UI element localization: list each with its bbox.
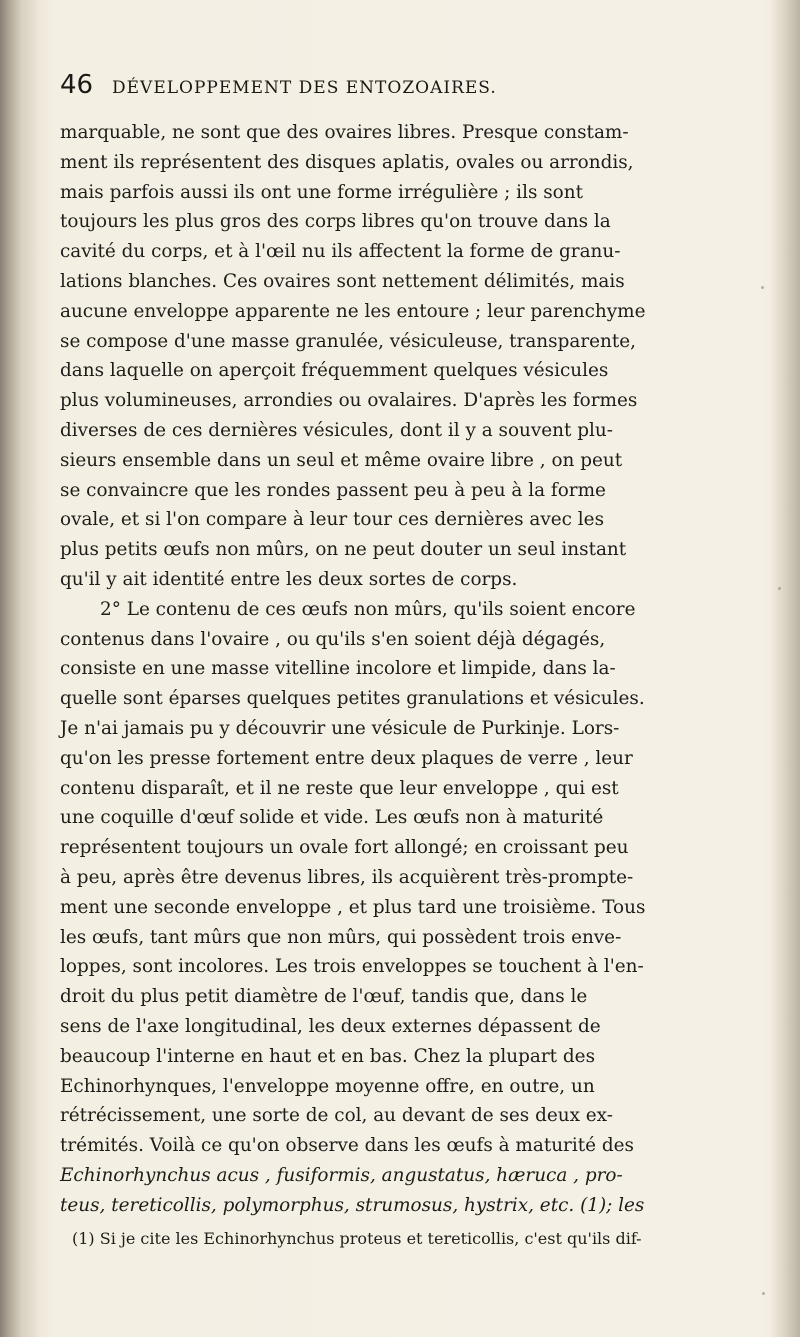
text-line: 2° Le contenu de ces œufs non mûrs, qu'ils soient encore	[100, 598, 636, 620]
text-line: beaucoup l'interne en haut et en bas. Chez la plupart des	[60, 1045, 596, 1067]
text-line: diverses de ces dernières vésicules, dont il y a souvent plu-	[60, 419, 613, 441]
text-line: sieurs ensemble dans un seul et même ovaire libre , on peut	[60, 449, 623, 471]
text-line: plus petits œufs non mûrs, on ne peut douter un seul instant	[60, 539, 627, 561]
text-line: ment ils représentent des disques aplatis, ovales ou arrondis,	[60, 151, 634, 173]
footnote: (1) Si je cite les Echinorhynchus proteus et tereticollis, c'est qu'ils dif-	[72, 1229, 642, 1249]
text-line: une coquille d'œuf solide et vide. Les œufs non à maturité	[60, 807, 604, 829]
text-line: teus, tereticollis, polymorphus, strumosus, hystrix, etc. (1); les	[60, 1194, 645, 1216]
text-line: se compose d'une masse granulée, vésiculeuse, transparente,	[60, 330, 636, 352]
text-line: lations blanches. Ces ovaires sont nettement délimités, mais	[60, 270, 625, 292]
text-line: toujours les plus gros des corps libres qu'on trouve dans la	[60, 211, 611, 233]
text-line: cavité du corps, et à l'œil nu ils affectent la forme de granu-	[60, 241, 621, 263]
text-line: les œufs, tant mûrs que non mûrs, qui possèdent trois enve-	[60, 926, 622, 948]
text-line: mais parfois aussi ils ont une forme irrégulière ; ils sont	[60, 181, 583, 203]
text-line: se convaincre que les rondes passent peu à peu à la forme	[60, 479, 606, 501]
binding-shadow	[0, 0, 40, 1337]
paper-speck	[778, 587, 781, 590]
text-line: ovale, et si l'on compare à leur tour ces dernières avec les	[60, 509, 605, 531]
text-line: Je n'ai jamais pu y découvrir une vésicule de Purkinje. Lors-	[60, 717, 620, 739]
text-line: représentent toujours un ovale fort allongé; en croissant peu	[60, 837, 629, 859]
text-line: loppes, sont incolores. Les trois enveloppes se touchent à l'en-	[60, 956, 644, 978]
page-content	[60, 70, 750, 1250]
text-line: ment une seconde enveloppe , et plus tard une troisième. Tous	[60, 896, 646, 918]
text-line: droit du plus petit diamètre de l'œuf, tandis que, dans le	[60, 986, 588, 1008]
text-line: qu'il y ait identité entre les deux sortes de corps.	[60, 568, 518, 590]
text-line: plus volumineuses, arrondies ou ovalaires. D'après les formes	[60, 390, 638, 412]
text-line: Echinorhynchus acus , fusiformis, angustatus, hæruca , pro-	[60, 1164, 623, 1186]
paper-speck	[761, 286, 764, 289]
paper-speck	[762, 1292, 765, 1295]
text-line: rétrécissement, une sorte de col, au devant de ses deux ex-	[60, 1105, 613, 1127]
text-line: contenu disparaît, et il ne reste que leur enveloppe , qui est	[60, 777, 619, 799]
text-line: quelle sont éparses quelques petites granulations et vésicules.	[60, 688, 645, 710]
text-line: aucune enveloppe apparente ne les entoure ; leur parenchyme	[60, 300, 646, 322]
text-line: dans laquelle on aperçoit fréquemment quelques vésicules	[60, 360, 609, 382]
body-text	[60, 118, 750, 1220]
text-line: à peu, après être devenus libres, ils acquièrent très-prompte-	[60, 866, 634, 888]
text-line: Echinorhynques, l'enveloppe moyenne offre, en outre, un	[60, 1075, 595, 1097]
running-head: DÉVELOPPEMENT DES ENTOZOAIRES.	[112, 78, 497, 98]
page-edge-shadow	[770, 0, 800, 1337]
page-number: 46	[60, 70, 94, 100]
text-line: trémités. Voilà ce qu'on observe dans les œufs à maturité des	[60, 1135, 634, 1157]
text-line: consiste en une masse vitelline incolore et limpide, dans la-	[60, 658, 616, 680]
page-header	[60, 70, 750, 110]
text-line: contenus dans l'ovaire , ou qu'ils s'en soient déjà dégagés,	[60, 628, 606, 650]
text-line: qu'on les presse fortement entre deux plaques de verre , leur	[60, 747, 633, 769]
text-line: marquable, ne sont que des ovaires libres. Presque constam-	[60, 122, 629, 143]
text-line: sens de l'axe longitudinal, les deux externes dépassent de	[60, 1015, 601, 1037]
